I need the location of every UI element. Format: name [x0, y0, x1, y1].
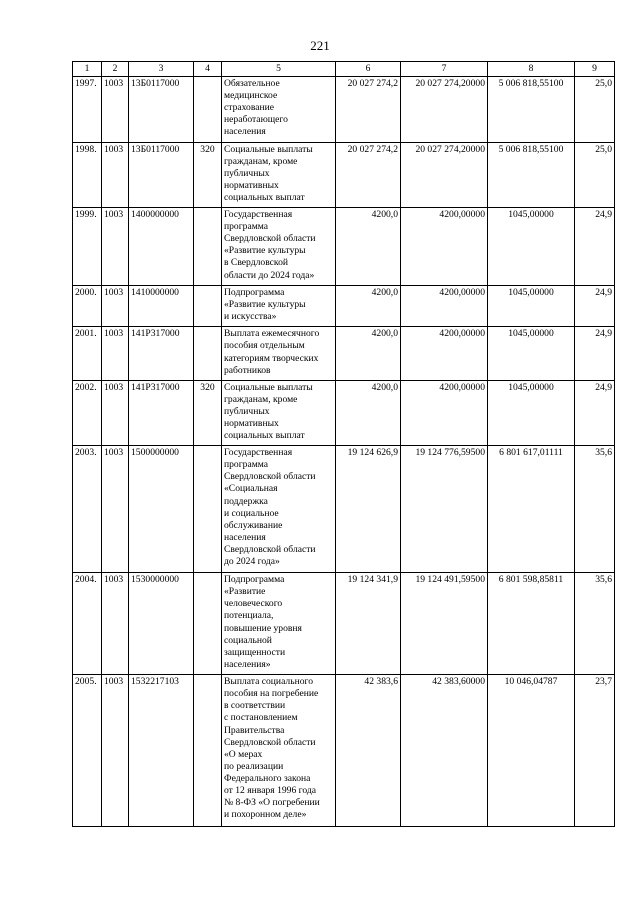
amount-col8: 6 801 617,01111 — [488, 446, 575, 573]
amount-col8: 1045,00000 — [488, 286, 575, 327]
amount-col6: 42 383,6 — [336, 675, 401, 827]
amount-col6: 19 124 626,9 — [336, 446, 401, 573]
table-row — [73, 286, 615, 327]
target-article-code: 1400000000 — [129, 208, 194, 286]
row-number: 2000. — [73, 286, 102, 327]
amount-col8: 1045,00000 — [488, 380, 575, 445]
amount-col8: 5 006 818,55100 — [488, 77, 575, 142]
percent-col9: 24,9 — [575, 286, 615, 327]
percent-col9: 23,7 — [575, 675, 615, 827]
target-article-code: 1532217103 — [129, 675, 194, 827]
table-row — [73, 142, 615, 207]
table-header-row — [73, 62, 615, 77]
column-header: 9 — [575, 62, 615, 77]
amount-col6: 4200,0 — [336, 327, 401, 380]
target-article-code: 1410000000 — [129, 286, 194, 327]
amount-col7: 20 027 274,20000 — [401, 77, 488, 142]
amount-col6: 19 124 341,9 — [336, 573, 401, 675]
budget-table — [72, 61, 615, 827]
percent-col9: 25,0 — [575, 142, 615, 207]
section-code: 1003 — [102, 380, 129, 445]
percent-col9: 24,9 — [575, 380, 615, 445]
target-article-code: 13Б0117000 — [129, 77, 194, 142]
row-number: 2005. — [73, 675, 102, 827]
expense-type-code — [194, 573, 222, 675]
expense-type-code — [194, 208, 222, 286]
section-code: 1003 — [102, 327, 129, 380]
column-header: 1 — [73, 62, 102, 77]
expense-type-code — [194, 77, 222, 142]
percent-col9: 24,9 — [575, 208, 615, 286]
column-header: 4 — [194, 62, 222, 77]
table-row — [73, 380, 615, 445]
row-number: 1999. — [73, 208, 102, 286]
amount-col8: 1045,00000 — [488, 208, 575, 286]
item-name: Обязательное медицинское страхование неработающего населения — [222, 77, 336, 142]
item-name: Государственная программа Свердловской области «Социальная поддержка и социальное обслуживание населения Свердловской области до 2024 года» — [222, 446, 336, 573]
column-header: 2 — [102, 62, 129, 77]
item-name: Подпрограмма «Развитие человеческого потенциала, повышение уровня социальной защищенности населения» — [222, 573, 336, 675]
row-number: 2001. — [73, 327, 102, 380]
target-article-code: 1530000000 — [129, 573, 194, 675]
table-row — [73, 446, 615, 573]
table-row — [73, 675, 615, 827]
column-header: 5 — [222, 62, 336, 77]
amount-col7: 19 124 776,59500 — [401, 446, 488, 573]
item-name: Выплата ежемесячного пособия отдельным категориям творческих работников — [222, 327, 336, 380]
percent-col9: 25,0 — [575, 77, 615, 142]
page-number: 221 — [310, 38, 330, 53]
amount-col6: 4200,0 — [336, 208, 401, 286]
table-row — [73, 77, 615, 142]
item-name: Социальные выплаты гражданам, кроме публичных нормативных социальных выплат — [222, 142, 336, 207]
amount-col7: 4200,00000 — [401, 286, 488, 327]
target-article-code: 13Б0117000 — [129, 142, 194, 207]
section-code: 1003 — [102, 286, 129, 327]
expense-type-code: 320 — [194, 380, 222, 445]
column-header: 8 — [488, 62, 575, 77]
section-code: 1003 — [102, 573, 129, 675]
row-number: 2004. — [73, 573, 102, 675]
expense-type-code: 320 — [194, 142, 222, 207]
item-name: Социальные выплаты гражданам, кроме публичных нормативных социальных выплат — [222, 380, 336, 445]
amount-col6: 4200,0 — [336, 380, 401, 445]
target-article-code: 1500000000 — [129, 446, 194, 573]
expense-type-code — [194, 327, 222, 380]
item-name: Государственная программа Свердловской области «Развитие культуры в Свердловской области до 2024 года» — [222, 208, 336, 286]
item-name: Выплата социального пособия на погребение в соответствии с постановлением Правительства Свердловской области «О мерах по реализации Федерального закона от 12 января 1996 года № 8-ФЗ «О погребении и похоронном деле» — [222, 675, 336, 827]
amount-col6: 20 027 274,2 — [336, 77, 401, 142]
amount-col8: 5 006 818,55100 — [488, 142, 575, 207]
expense-type-code — [194, 446, 222, 573]
target-article-code: 141P317000 — [129, 380, 194, 445]
section-code: 1003 — [102, 142, 129, 207]
percent-col9: 35,6 — [575, 446, 615, 573]
row-number: 2002. — [73, 380, 102, 445]
amount-col6: 4200,0 — [336, 286, 401, 327]
amount-col7: 4200,00000 — [401, 380, 488, 445]
column-header: 3 — [129, 62, 194, 77]
section-code: 1003 — [102, 208, 129, 286]
section-code: 1003 — [102, 675, 129, 827]
row-number: 2003. — [73, 446, 102, 573]
target-article-code: 141P317000 — [129, 327, 194, 380]
expense-type-code — [194, 675, 222, 827]
amount-col8: 6 801 598,85811 — [488, 573, 575, 675]
table-row — [73, 327, 615, 380]
column-header: 6 — [336, 62, 401, 77]
row-number: 1998. — [73, 142, 102, 207]
percent-col9: 24,9 — [575, 327, 615, 380]
percent-col9: 35,6 — [575, 573, 615, 675]
section-code: 1003 — [102, 77, 129, 142]
row-number: 1997. — [73, 77, 102, 142]
amount-col7: 20 027 274,20000 — [401, 142, 488, 207]
amount-col8: 1045,00000 — [488, 327, 575, 380]
amount-col6: 20 027 274,2 — [336, 142, 401, 207]
expense-type-code — [194, 286, 222, 327]
amount-col7: 4200,00000 — [401, 208, 488, 286]
amount-col7: 19 124 491,59500 — [401, 573, 488, 675]
table-row — [73, 573, 615, 675]
table-row — [73, 208, 615, 286]
item-name: Подпрограмма «Развитие культуры и искусства» — [222, 286, 336, 327]
section-code: 1003 — [102, 446, 129, 573]
amount-col7: 4200,00000 — [401, 327, 488, 380]
amount-col8: 10 046,04787 — [488, 675, 575, 827]
column-header: 7 — [401, 62, 488, 77]
amount-col7: 42 383,60000 — [401, 675, 488, 827]
